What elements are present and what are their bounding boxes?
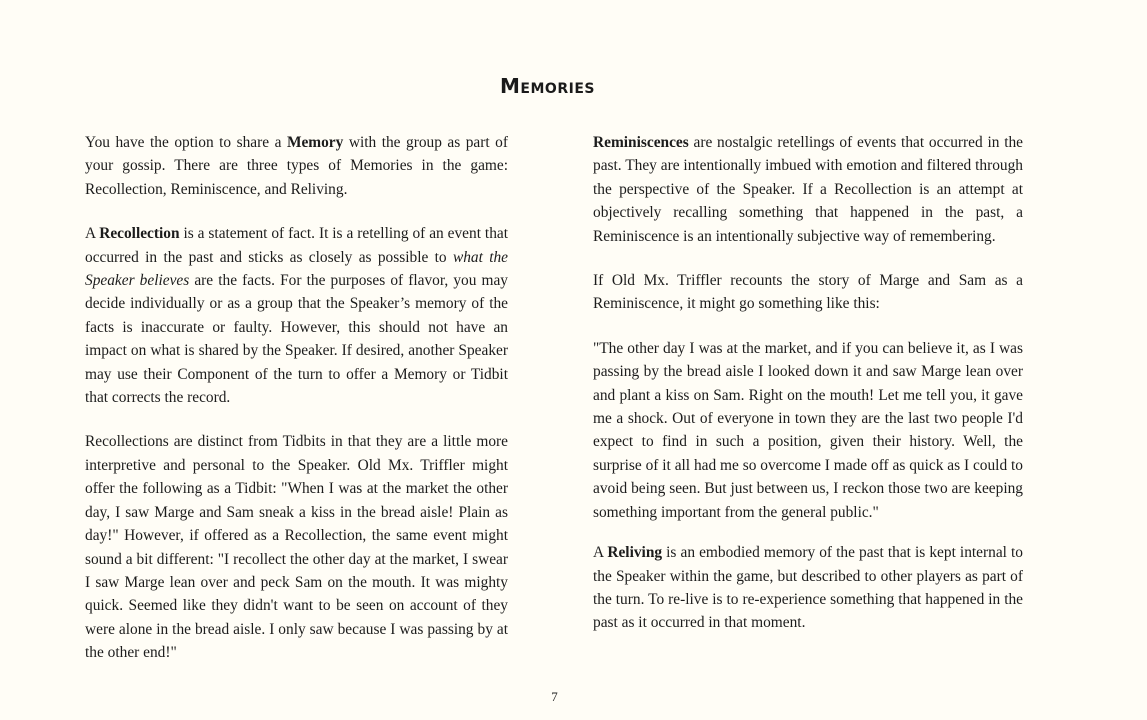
reminiscence-example-quote: "The other day I was at the market, and if you can believe it, as I was passing by the bread aisle I looked down it and saw Marge lean over and plant a kiss on Sam. Right on the mouth! Let me tell you, it gave me a shock. Out of everyone in town they are the last two people I'd expect to find in such a position, given their history. Well, the surprise of it all had me so overcome I made off as quick as I could to avoid being seen. But just between us, I reckon those two are keeping something important from the general public." [593, 339, 1023, 521]
left-column [85, 131, 508, 686]
text-fragment: is an embodied memory of the past that is kept internal to the Speaker within the game, but described to other players as part of the turn. To re-live is to re-experience something that happened in the past as it occurred in that moment. [593, 544, 1023, 632]
right-column [593, 131, 1023, 656]
memory-intro-paragraph [85, 131, 508, 201]
text-fragment: A [593, 544, 608, 562]
reminiscence-paragraph [593, 131, 1023, 248]
emphasis-text: what the Speaker believes [85, 248, 508, 290]
recollection-paragraph [85, 222, 508, 409]
term-reminiscences: Reminiscences [593, 134, 689, 151]
text-fragment: with the group as part of your gossip. There are three types of Memories in the game: Recollection, Reminiscence, and Reliving. [85, 134, 508, 198]
text-fragment: are the facts. For the purposes of flavor, you may decide individually or as a group that the Speaker’s memory of the facts is inaccurate or faulty. However, this should not have an impact on what is shared by the Speaker. If desired, another Speaker may use their Component of the turn to offer a Memory or Tidbit that corrects the record. [85, 272, 508, 407]
page-number: 7 [551, 689, 558, 704]
recollection-vs-tidbit-paragraph: Recollections are distinct from Tidbits in that they are a little more interpretive and personal to the Speaker. Old Mx. Triffler might offer the following as a Tidbit: "When I was at the market the other day, I saw Marge and Sam sneak a kiss in the bread aisle! Plain as day!" However, if offered as a Recollection, the same event might sound a bit different: "I recollect the other day at the market, I swear I saw Marge lean over and peck Sam on the mouth. It was mighty quick. Seemed like they didn't want to be seen on account of they were alone in the bread aisle. I only saw because I was passing by at the other end!" [85, 433, 508, 662]
reminiscence-example-intro: If Old Mx. Triffler recounts the story of Marge and Sam as a Reminiscence, it might go something like this: [593, 272, 1023, 313]
page-title: Memories [500, 74, 595, 98]
term-reliving: Reliving [607, 544, 663, 562]
term-memory: Memory [286, 134, 344, 151]
text-fragment: is a statement of fact. It is a retelling of an event that occurred in the past and sticks as closely as possible to [85, 225, 508, 266]
term-recollection: Recollection [99, 225, 180, 243]
text-fragment: You have the option to share a [85, 134, 287, 151]
reliving-paragraph [593, 541, 1023, 635]
text-fragment: are nostalgic retellings of events that occurred in the past. They are intentionally imbued with emotion and filtered through the perspective of the Speaker. If a Recollection is an attempt at objectively recalling something that happened in the past, a Reminiscence is an intentionally subjective way of remembering. [593, 134, 1023, 245]
text-fragment: A [85, 225, 100, 243]
